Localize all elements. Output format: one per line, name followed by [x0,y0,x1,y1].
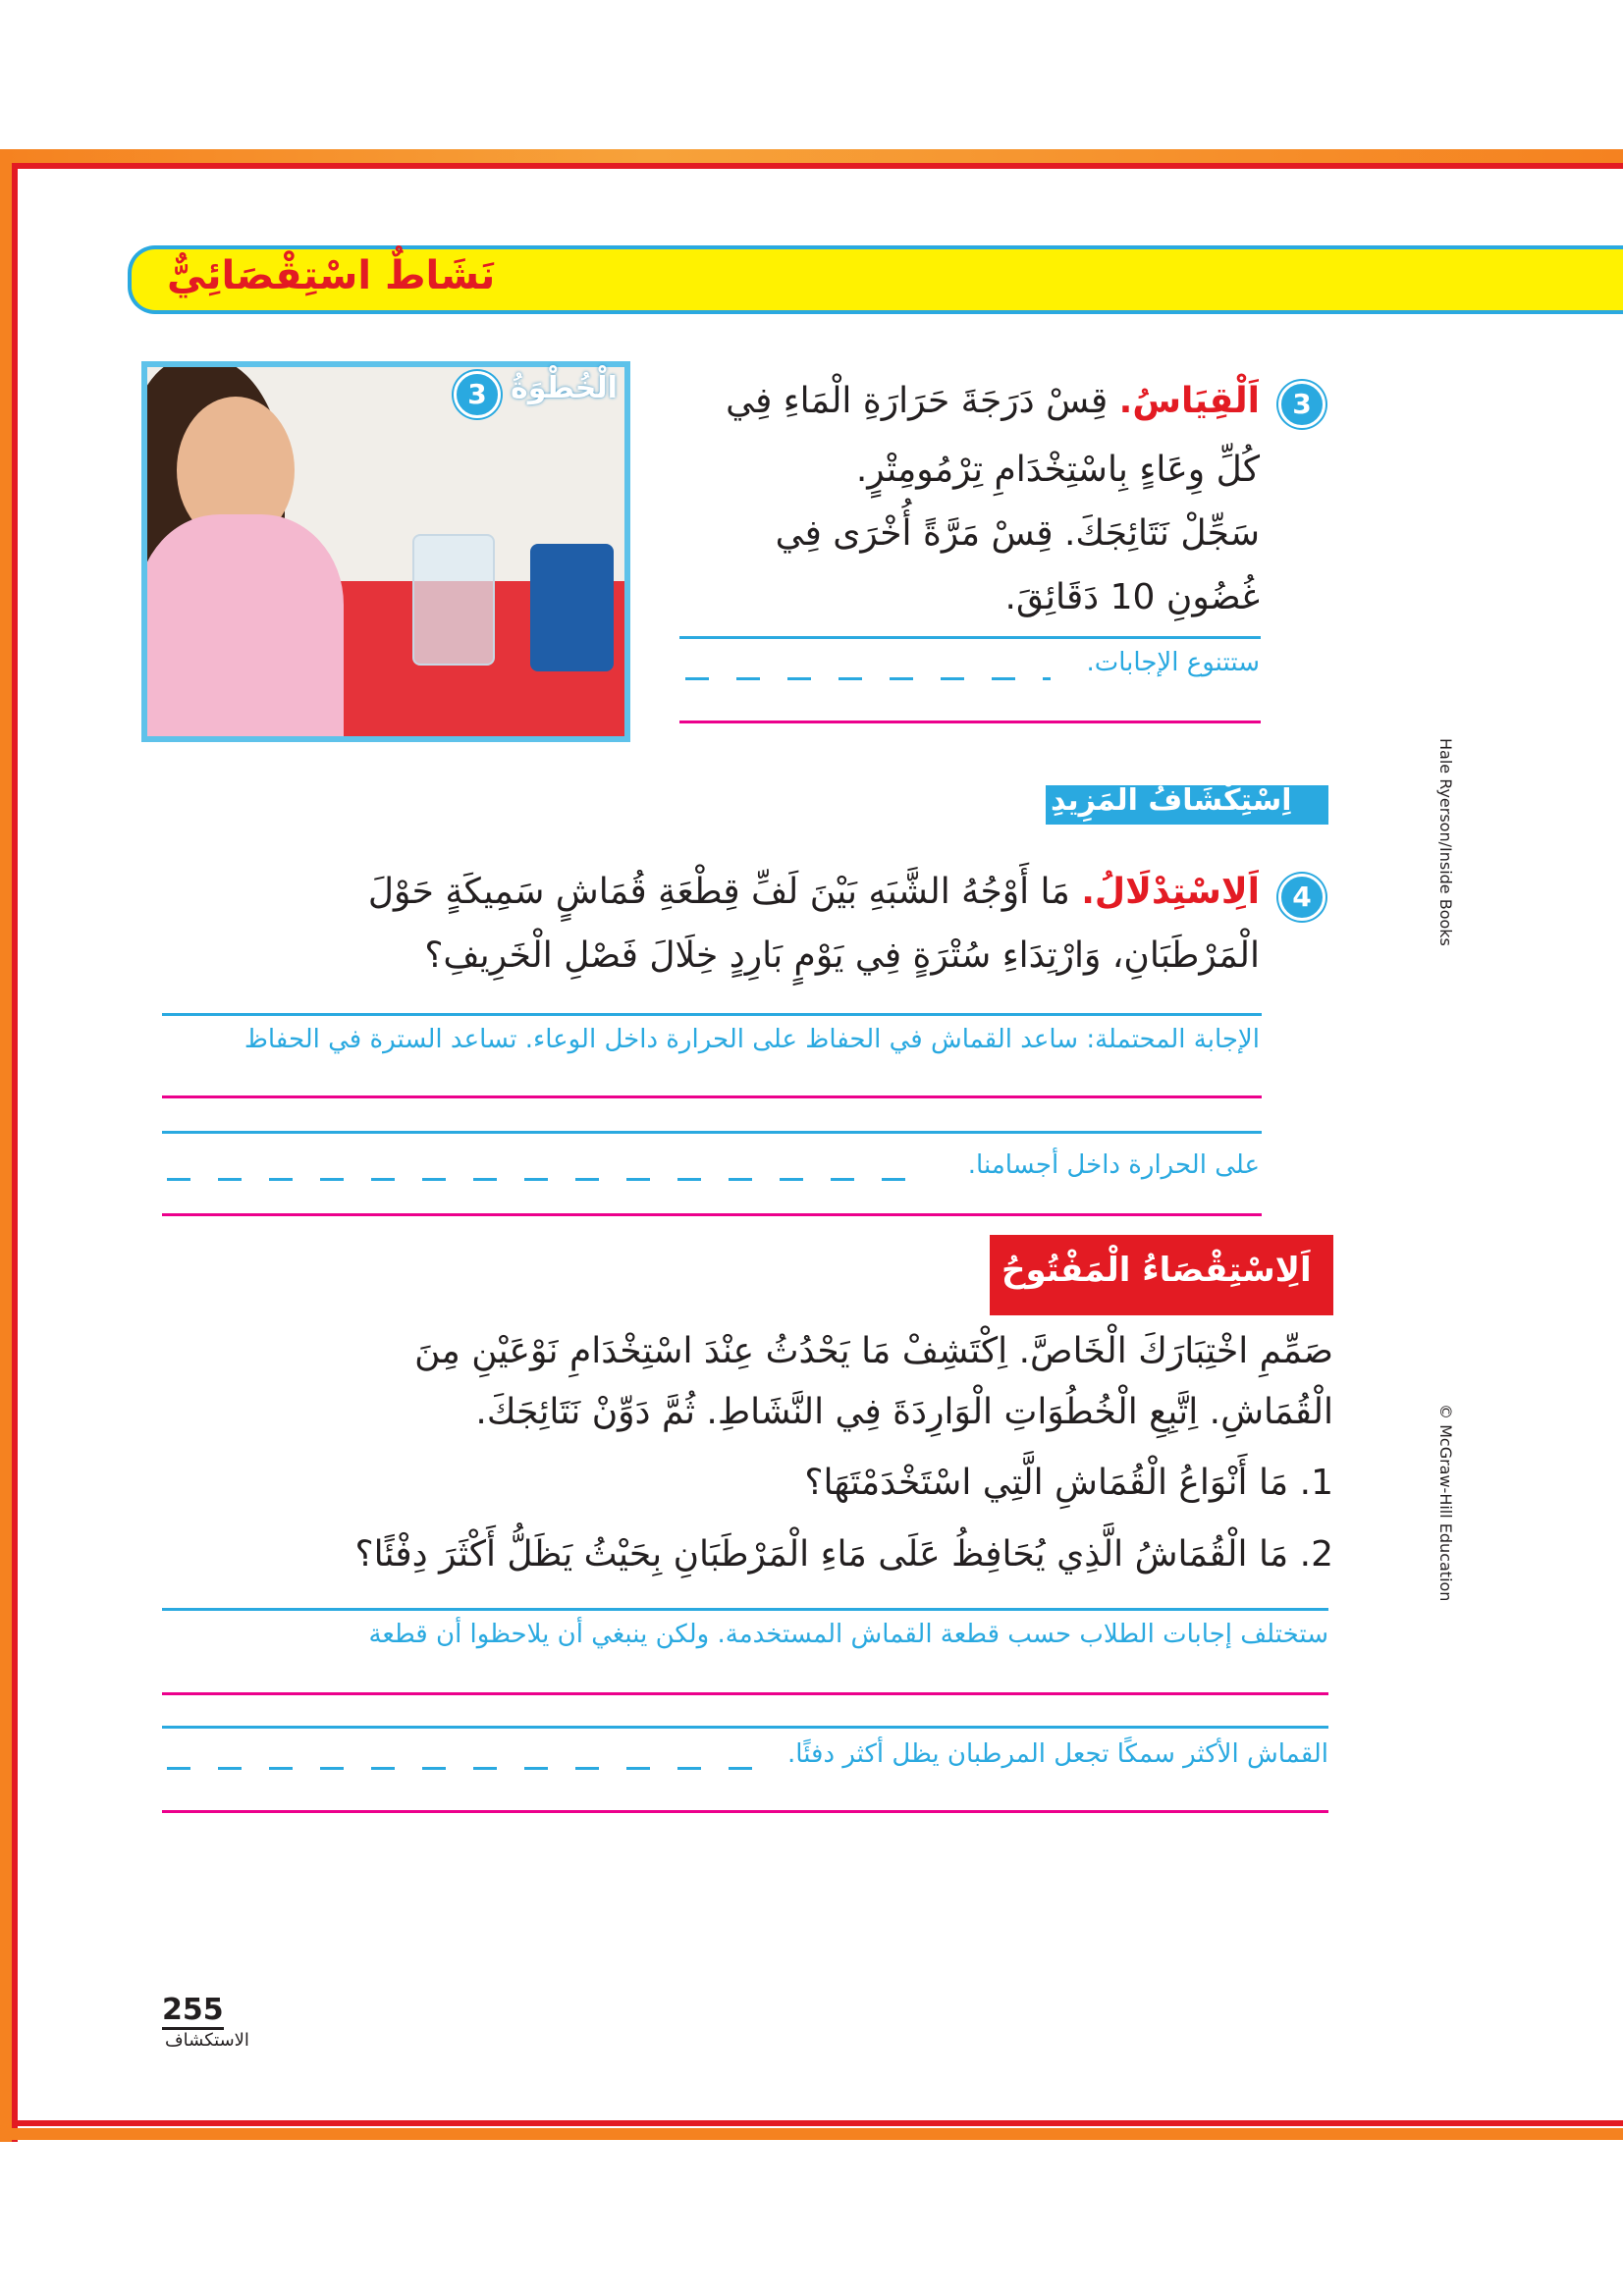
open-inquiry-label: اَلِاسْتِقْصَاءُ الْمَفْتُوحُ [1001,1251,1312,1290]
answer-line [162,1810,1328,1813]
answer-dash [685,677,1051,680]
step4-answer1: الإجابة المحتملة: ساعد القماش في الحفاظ على الحرارة داخل الوعاء. تساعد السترة في الحفاظ [243,1025,1260,1054]
answer-line [162,1608,1328,1611]
step4-line2: الْمَرْطَبَانِ، وَارْتِدَاءِ سُتْرَةٍ فِي يَوْمٍ بَارِدٍ خِلَالَ فَصْلِ الْخَرِيفِ؟ [424,935,1260,976]
left-border [0,149,12,2142]
answer-line [162,1213,1262,1216]
answer-dash [167,1178,923,1181]
activity-photo [141,361,630,742]
bottom-border-inner [12,2120,1623,2126]
photo-glass-jar [412,534,495,666]
answer-line [162,1013,1262,1016]
answer-dash [167,1767,756,1770]
answer-line [162,1692,1328,1695]
step4-text1: مَا أَوْجُهُ الشَّبَهِ بَيْنَ لَفِّ قِطْعَةِ قُمَاشٍ سَمِيكَةٍ حَوْلَ [367,872,1070,912]
photo-credit: Hale Ryerson/Inside Books [1436,738,1455,946]
step4-line1 [180,864,1260,921]
answer-line [679,636,1261,639]
open-line2: الْقُمَاشِ. اِتَّبِعِ الْخُطُوَاتِ الْوَارِدَةَ فِي النَّشَاطِ. ثُمَّ دَوِّنْ نَتَائِجَكَ. [475,1392,1333,1432]
open-question1: 1. مَا أَنْوَاعُ الْقُمَاشِ الَّتِي اسْتَخْدَمْتَهَا؟ [804,1463,1333,1503]
step3-line2: كُلِّ وِعَاءٍ بِاسْتِخْدَامِ تِرْمُومِتْرٍ. [855,450,1260,490]
step3-line3: سَجِّلْ نَتَائِجَكَ. قِسْ مَرَّةً أُخْرَى فِي [775,513,1260,554]
step4-keyword: اَلِاسْتِدْلَالُ. [1081,872,1260,912]
left-border-inner [12,169,18,2142]
photo-girl-shirt [141,514,344,740]
answer-line [162,1131,1262,1134]
open-question2: 2. مَا الْقُمَاشُ الَّذِي يُحَافِظُ عَلَى مَاءِ الْمَرْطَبَانِ بِحَيْثُ يَظَلُّ أَكْثَرَ دِفْئًا؟ [354,1534,1333,1575]
step4-number: 4 [1278,874,1325,921]
copyright-notice: © McGraw-Hill Education [1436,1404,1455,1602]
step3-number: 3 [1278,381,1325,428]
photo-step-label: الْخُطْوَةُ [511,371,618,405]
step4-answer2: على الحرارة داخل أجسامنا. [967,1150,1260,1180]
answer-line [679,721,1261,723]
open-answer2: القماش الأكثر سمكًا تجعل المرطبان يظل أكثر دفئًا. [787,1739,1328,1769]
open-answer1: ستختلف إجابات الطلاب حسب قطعة القماش المستخدمة. ولكن ينبغي أن يلاحظوا أن قطعة [368,1620,1328,1649]
banner-title: نَشَاطٌ اسْتِقْصَائِيٌّ [167,253,496,298]
step3-answer: ستتنوع الإجابات. [1086,648,1260,677]
step3-line1 [651,373,1260,430]
open-line1: صَمِّمِ اخْتِبَارَكَ الْخَاصَّ. اِكْتَشِفْ مَا يَحْدُثُ عِنْدَ اسْتِخْدَامِ نَوْعَيْنِ مِنَ [414,1331,1333,1371]
step3-line4: غُضُونِ 10 دَقَائِقَ. [1004,577,1260,617]
answer-line [162,1726,1328,1729]
answer-line [162,1095,1262,1098]
step3-keyword: اَلْقِيَاسُ. [1118,381,1260,421]
top-border-inner [6,163,1623,169]
bottom-border [0,2128,1623,2140]
step3-text1: قِسْ دَرَجَةَ حَرَارَةِ الْمَاءِ فِي [726,381,1109,421]
photo-step-number: 3 [454,371,501,418]
explore-more-label: اِسْتِكْشَافُ الْمَزِيدِ [1051,783,1292,818]
page-number: 255 [162,1993,224,2030]
photo-blue-container [530,544,614,671]
section-name: الاستكشاف [165,2030,249,2051]
top-border [0,149,1623,163]
